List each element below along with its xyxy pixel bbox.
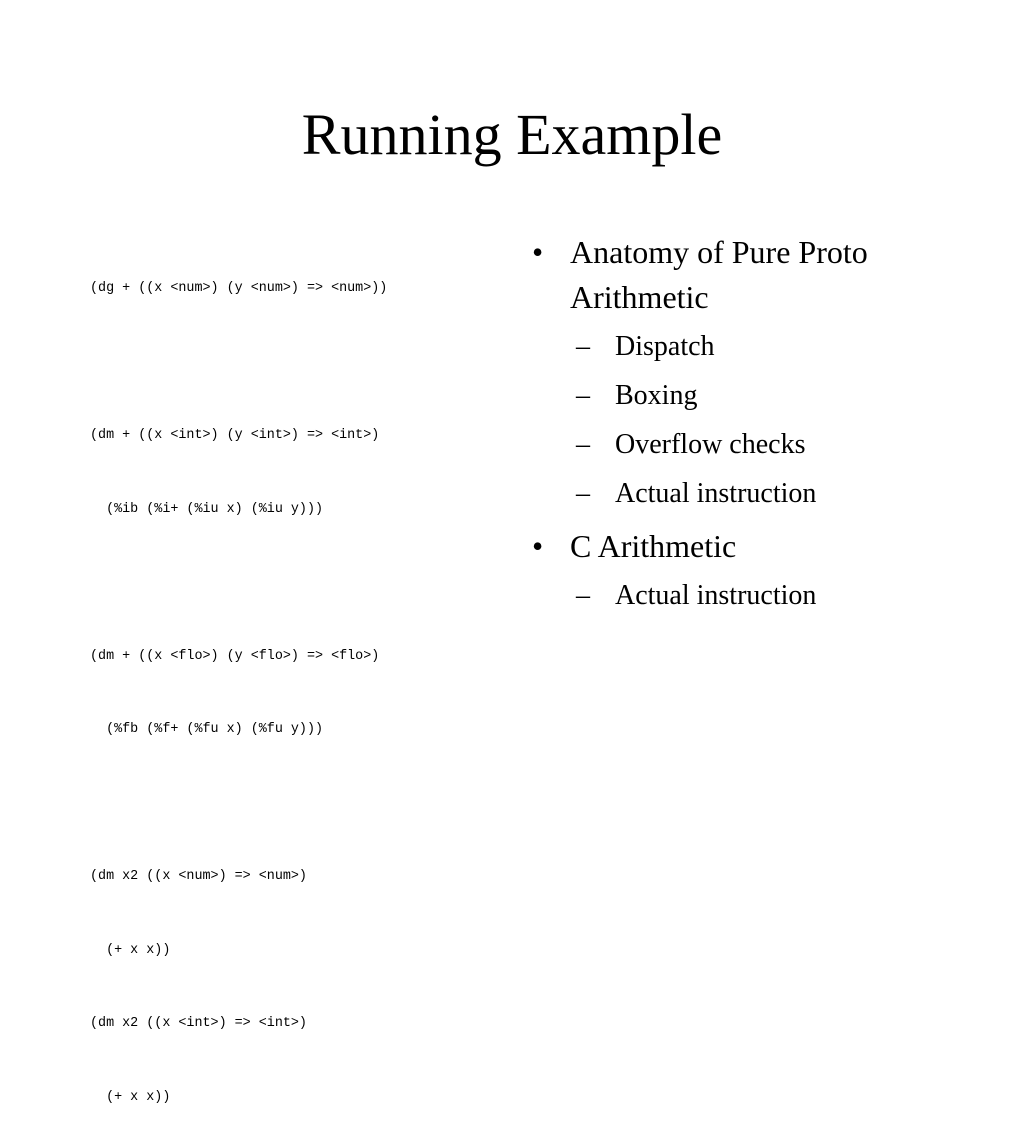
code-line [90,792,510,817]
sub-bullet-list [570,571,1000,620]
code-line: (dm x2 ((x <int>) => <int>) [90,1016,307,1031]
code-line [90,351,510,376]
sub-bullet-list [570,322,1000,518]
bullet-item [530,230,1000,518]
code-line: (dg + ((x <num>) (y <num>) => <num>)) [90,281,388,296]
bullet-item [530,524,1000,620]
code-line: (dm x2 ((x <num>) => <num>) [90,869,307,884]
sub-bullet-text: Overflow checks [615,429,806,460]
code-line [90,571,510,596]
sub-bullet-text: Boxing [615,380,698,411]
code-line: (%ib (%i+ (%iu x) (%iu y))) [90,501,324,517]
code-line: (+ x x)) [90,942,171,958]
code-line: (+ x x)) [90,1089,171,1105]
sub-bullet-item [570,322,1000,371]
slide-title: Running Example [301,102,723,167]
sub-bullet-text: Actual instruction [615,580,817,611]
dash-marker: – [576,580,590,611]
sub-bullet-item [570,420,1000,469]
dash-marker: – [576,429,590,460]
bullet-text: C Arithmetic [570,528,737,564]
code-line: (dm + ((x <int>) (y <int>) => <int>) [90,428,380,443]
dash-marker: – [576,380,590,411]
dash-marker: – [576,478,590,509]
bullet-marker: • [532,528,544,564]
code-line: (dm + ((x <flo>) (y <flo>) => <flo>) [90,648,380,664]
bullet-marker: • [532,234,544,270]
sub-bullet-text: Dispatch [615,331,715,362]
sub-bullet-item [570,469,1000,518]
sub-bullet-text: Actual instruction [615,478,817,509]
sub-bullet-item [570,371,1000,420]
sub-bullet-item [570,571,1000,620]
dash-marker: – [576,331,590,362]
bullet-list [530,230,1000,626]
code-block [90,228,510,1135]
bullet-text: Anatomy of Pure Proto Arithmetic [570,234,868,315]
code-line: (%fb (%f+ (%fu x) (%fu y))) [90,722,324,737]
